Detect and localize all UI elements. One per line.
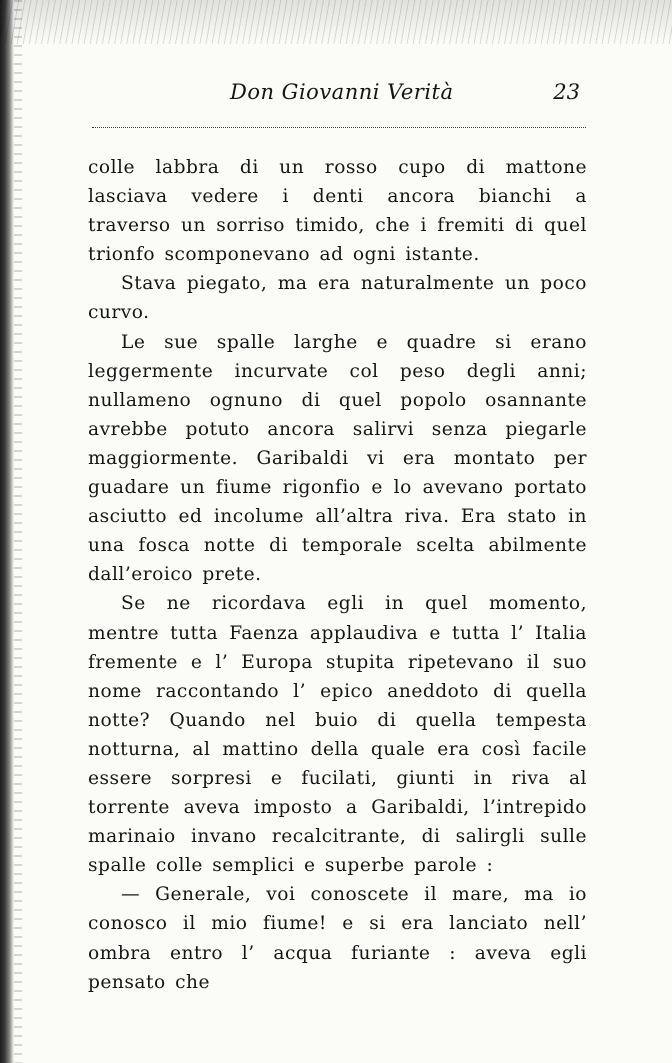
paragraph-2: Stava piegato, ma era naturalmente un poco curvo. [88,273,587,324]
paragraph-5: — Generale, voi conoscete il mare, ma io conosco il mio fiume! e si era lanciato nell’ ombra entro l’ acqua furiante : aveva egli pensato che [88,884,587,993]
page-body [88,153,587,997]
book-spine-shadow [0,0,14,1063]
binding-edge-marks [14,0,22,1063]
header-rule [92,127,586,128]
paragraph-3: Le sue spalle larghe e quadre si erano leggermente incurvate col peso degli anni; nullameno ognuno di quel popolo osannante avrebbe potuto ancora salirvi senza piegarle maggiormente. Garibaldi vi era montato per guadare un fiume rigonfio e lo avevano portato asciutto ed incolume all’altra riva. Era stato in una fosca notte di temporale scelta abilmente dall’eroico prete. [88,331,587,586]
paragraph-4: Se ne ricordava egli in quel momento, mentre tutta Faenza applaudiva e tutta l’ Italia fremente e l’ Europa stupita ripetevano il suo nome raccontando l’ epico aneddoto di quella notte? Quando nel buio di quella tempesta notturna, al mattino della quale era così facile essere sorpresi e fucilati, giunti in riva al torrente aveva imposto a Garibaldi, l’intrepido marinaio invano recalcitrante, di salirgli sulle spalle colle semplici e superbe parole : [88,593,587,877]
page-header [90,80,586,114]
paragraph-1: colle labbra di un rosso cupo di mattone lasciava vedere i denti ancora bianchi a traverso un sorriso timido, che i fremiti di quel trionfo scomponevano ad ogni istante. [88,157,587,266]
running-title: Don Giovanni Verità [230,80,454,104]
scan-top-edge-noise [0,0,672,44]
page-number: 23 [553,80,580,104]
